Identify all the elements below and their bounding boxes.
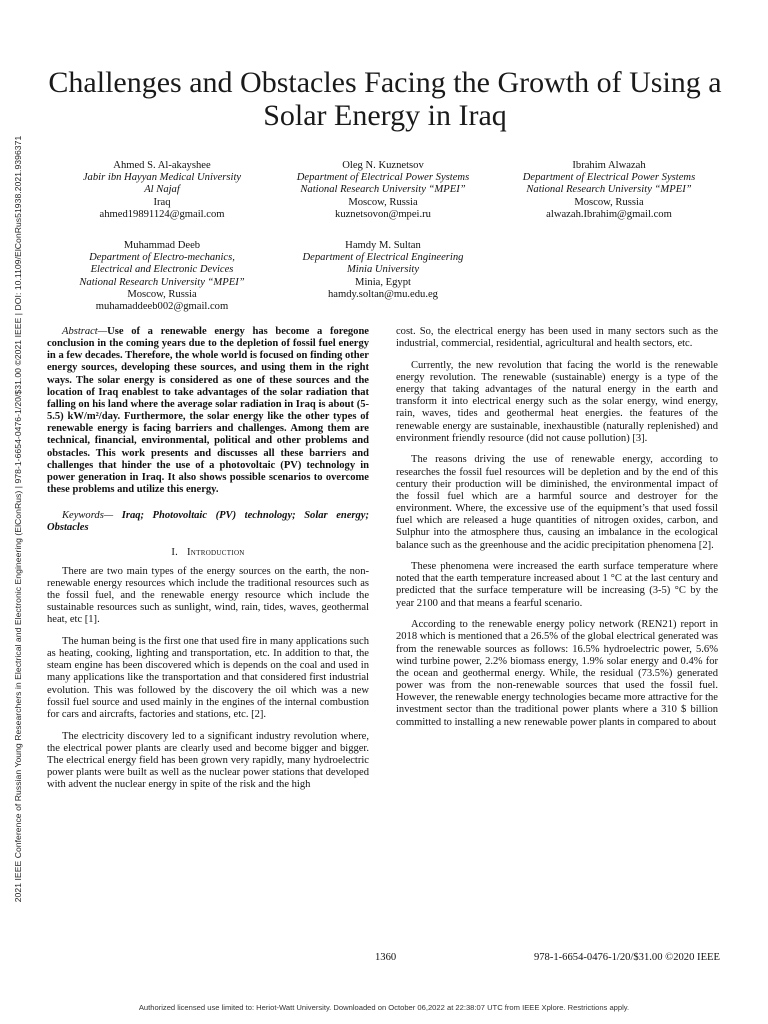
intro-paragraph-3: The electricity discovery led to a significant industry revolution where, the electrical power plants are clearly used and become bigger and bigger. The electrical energy field has been grown very rapidly, many hydroelectric power plants were built as well as the nuclear power stations that developed with advent the nuclear energy in spite of the risk and the high — [47, 730, 369, 791]
author-block-4 — [47, 240, 277, 313]
section-number: I. — [171, 546, 179, 558]
keywords — [47, 510, 369, 534]
author-affiliation-line2: National Research University “MPEI” — [300, 184, 466, 196]
author-location: Moscow, Russia — [574, 196, 644, 208]
intro-paragraph-2: The human being is the first one that used fire in many applications such as heating, cooking, lighting and transportation, etc. In addition to that, the steam engine has been discovered which is depends on the coal and used in many applications like the transportation and that considered first industrial evolution. This was followed by the discovery the oil which was a new fossil fuel source and used mainly in the engines of the internal combustion for cars and aircrafts, factories and stations, etc. [2]. — [47, 635, 369, 720]
section-heading-introduction — [47, 547, 369, 559]
page-number: 1360 — [375, 952, 397, 963]
author-block-5 — [268, 240, 498, 301]
author-name: Ahmed S. Al-akayshee — [113, 160, 211, 171]
author-affiliation: Jabir ibn Hayyan Medical University — [82, 172, 242, 184]
author-location: Iraq — [153, 196, 171, 208]
author-email: muhamaddeeb002@gmail.com — [95, 301, 229, 313]
author-affiliation: Department of Electro-mechanics, — [89, 252, 235, 264]
author-name: Hamdy M. Sultan — [345, 240, 421, 251]
author-location: Moscow, Russia — [127, 288, 197, 300]
copyright-notice: 978-1-6654-0476-1/20/$31.00 ©2020 IEEE — [533, 952, 720, 963]
author-name: Ibrahim Alwazah — [572, 160, 646, 171]
author-location: Minia, Egypt — [355, 276, 411, 288]
author-location: Moscow, Russia — [348, 196, 418, 208]
author-affiliation: Department of Electrical Power Systems — [522, 172, 696, 184]
author-email: kuznetsovon@mpei.ru — [335, 208, 431, 220]
author-affiliation-line2: Minia University — [346, 264, 420, 276]
author-affiliation-line2: Electrical and Electronic Devices — [90, 264, 234, 276]
author-email: alwazah.Ibrahim@gmail.com — [546, 208, 672, 220]
doi-sidebar — [11, 124, 25, 914]
author-affiliation-line2: National Research University “MPEI” — [526, 184, 692, 196]
sidebar-citation-text: 2021 IEEE Conference of Russian Young Researchers in Electrical and Electronic Engineering (ElConRus) | 978-1-6654-0476-1/20/$31.00 ©2021 IEEE | DOI: 10.1109/ElConRus51938.2021.9396371 — [13, 135, 23, 903]
author-email: hamdy.soltan@mu.edu.eg — [328, 288, 438, 300]
author-name: Oleg N. Kuznetsov — [342, 160, 424, 171]
keywords-text: Iraq; Photovoltaic (PV) technology; Solar energy; Obstacles — [47, 510, 369, 534]
intro-paragraph-1: There are two main types of the energy sources on the earth, the non-renewable energy resources which include the traditional resources such as the fossil fuel, and the renewable energy resource which include the sustainable resources such as sunlight, wind, rain, tides, waves, geothermal heat, etc [1]. — [47, 565, 369, 626]
license-notice: Authorized licensed use limited to: Heriot-Watt University. Downloaded on October 06,2022 at 22:38:07 UTC from IEEE Xplore. Restrictions apply. — [138, 1003, 630, 1012]
abstract-text: Use of a renewable energy has become a foregone conclusion in the coming years due to the depletion of fossil fuel energy in a few decades. Therefore, the whole world is focused on finding other energy sources, developing these sources, and using them in the right ways. The solar energy is considered as one of these sources and the location of Iraq enablest to take advantages of the solar radiation that falling on his land where the average solar radiation in Iraq is about (5-5.5) kW/m²/day. Furthermore, the solar energy like the other types of renewable energy is facing barriers and challenges. Among them are technical, financial, environmental, political and other problems and obstacles. This work presents and discusses all these barriers and challenges that hinder the use of a photovoltaic (PV) technology in power generation in Iraq. It also shows possible scenarios to overcome these problems and utilize this energy. — [47, 326, 369, 496]
author-affiliation-line2: Al Najaf — [144, 184, 180, 196]
right-column — [396, 326, 718, 738]
right-paragraph-4: According to the renewable energy policy network (REN21) report in 2018 which is mentioned that a 26.5% of the global electrical generated was from the renewable sources as follows: 16.5% hydroelectric power, 5.6% wind turbine power, 2.2% biomass energy, 1.9% solar energy and 0.4% for the ocean and geothermal energy. While, the residual (73.5%) generated power was from the non-renewable sources that used the fossil fuel. However, the renewable energy technologies became more attractive for the investment sector than the traditional power plants where a 310 $ billion committed to installing a new renewable power plants in compared to about — [396, 619, 718, 728]
right-paragraph-3: These phenomena were increased the earth surface temperature where noted that the earth temperature increased about 1 °C at the last century and predicted that the surface temperature will be increasing (3-5) °C by the year 2100 and that means a fearful scenario. — [396, 561, 718, 609]
abstract — [47, 326, 369, 496]
section-title: Introduction — [186, 546, 245, 558]
continued-paragraph: cost. So, the electrical energy has been used in many sectors such as the industrial, commercial, residential, agricultural and health sectors, etc. — [396, 326, 718, 350]
author-email: ahmed19891124@gmail.com — [99, 208, 225, 220]
right-paragraph-2: The reasons driving the use of renewable energy, according to researches the fossil fuel resources will be depletion and by the end of this century their production will be diminished, the environmental impact of the fossil fuel which are a harmful source and destroyer for the environment. Where, the excessive use of the equipment’s that used fossil fuel which are released a huge quantities of nitrogen oxides, carbon, and Sulphur into the atmosphere thus, causing an imbalance in the ecological balance such as the greenhouse and the acidic precipitation phenomena [2]. — [396, 454, 718, 551]
author-affiliation: Department of Electrical Engineering — [302, 252, 464, 264]
author-name: Muhammad Deeb — [123, 240, 201, 251]
author-block-3 — [494, 160, 724, 221]
author-block-1 — [47, 160, 277, 221]
right-paragraph-1: Currently, the new revolution that facing the world is the renewable energy revolution. The renewable (sustainable) energy is a type of the energy that taking advantages of the natural energy in the earth and transform it into electrical energy such as the solar energy, wind energy, rain, waves, tides and geothermal heat energies. the features of the renewable energy are sustainable, inexhaustible (naturally replenished) and environment friendly resource (did not cause pollution) [3]. — [396, 359, 718, 444]
paper-title: Challenges and Obstacles Facing the Growth of Using a Solar Energy in Iraq — [48, 66, 722, 132]
author-affiliation: Department of Electrical Power Systems — [296, 172, 470, 184]
author-block-2 — [268, 160, 498, 221]
abstract-lead: Abstract— — [62, 326, 108, 337]
keywords-lead: Keywords— — [62, 510, 122, 522]
author-affiliation-line3: National Research University “MPEI” — [79, 276, 245, 288]
left-column — [47, 326, 369, 801]
